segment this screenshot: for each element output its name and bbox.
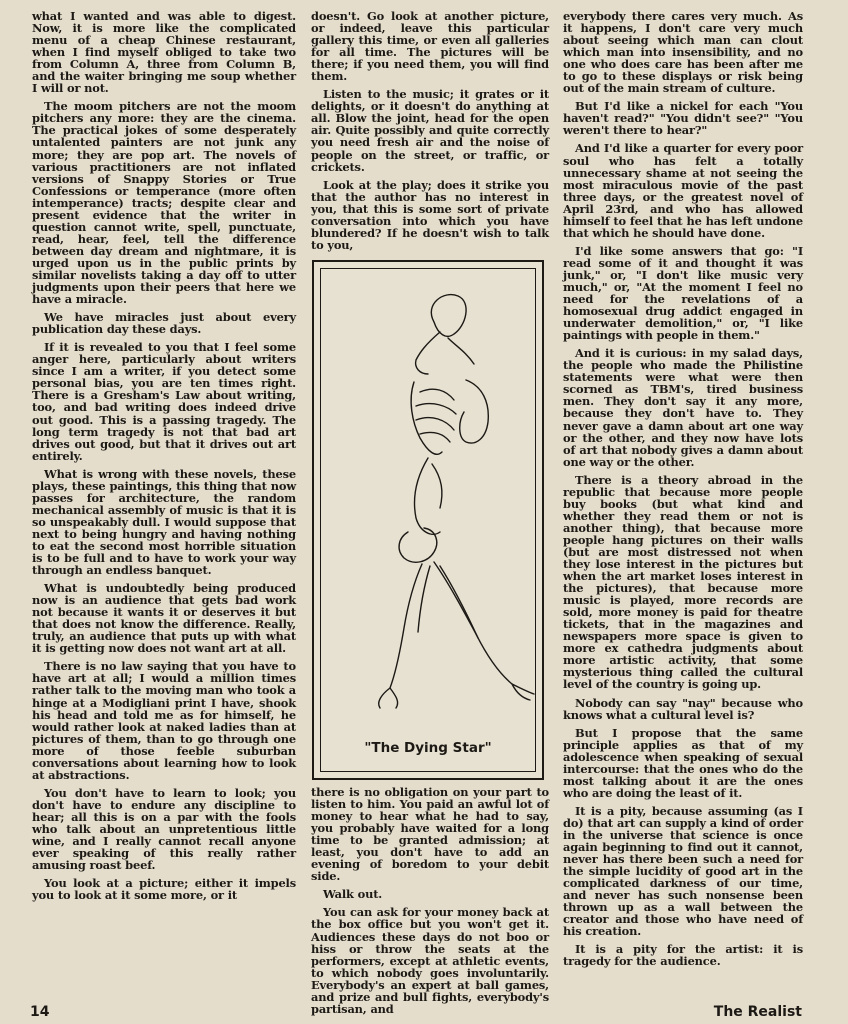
dying-star-skeleton-drawing — [316, 282, 544, 722]
column-3 — [563, 10, 803, 974]
paragraph: If it is revealed to you that I feel some anger here, particularly about writers since I am a writer, if you detect some personal bias, you are ten times right. There is a Gresham's Law about writing, too, and bad writing does indeed drive out good. This is a passing tragedy. The long term tragedy is not that bad art drives out good, but that it drives out art entirely. — [32, 340, 296, 463]
paragraph: It is a pity, because assuming (as I do) that art can supply a kind of order in the universe that science is once again beginning to find out it cannot, never has there been such a need for the simple lucidity of good art in the complicated darkness of our time, and never has such nonsense been thrown up as a wall between the creator and those who have need of his creation. — [563, 803, 803, 939]
column-1 — [32, 10, 296, 907]
paragraph: Walk out. — [323, 887, 383, 902]
magazine-name: The Realist — [713, 1004, 802, 1020]
paragraph: What is undoubtedly being produced now is an audience that gets bad work not because it wants it or deserves it but that does not know the difference. Really, truly, an audience that puts up with what it is getting now does not want art at all. — [32, 581, 296, 656]
paragraph: We have miracles just about every publication day these days. — [32, 310, 296, 337]
paragraph: There is no law saying that you have to have art at all; I would a million times rather talk to the moving man who took a hinge at a Modigliani print I have, shook his head and told me as for himself, he would rather look at naked ladies than at pictures of them, than to go through one more of those feeble suburban conversations about learning how to look at abstractions. — [32, 659, 296, 782]
paragraph: The moom pitchers are not the moom pitchers any more: they are the cinema. The practical jokes of some desperately untalented painters are not junk any more; they are pop art. The novels of various practitioners are not inflated versions of Snappy Stories or True Confessions or temperance (more often intemperance) tracts; despite clear and present evidence that the writer in question cannot write, spell, punctuate, read, hear, feel, tell the difference between day dream and nightmare, it is urged upon us in the public prints by similar novelists taking a day off to utter judgments upon their peers that here we have a miracle. — [32, 99, 296, 307]
paragraph: there is no obligation on your part to listen to him. You paid an awful lot of money to hear what he had to say, you probably have waited for a long time to be granted admission; at least, you don't have to add an evening of boredom to your debit side. — [311, 785, 549, 884]
paragraph: You can ask for your money back at the box office but you won't get it. Audiences these days do not boo or hiss or throw the seats at the performers, except at athletic events, to which nobody goes involuntarily. Everybody's an expert at ball games, and prize and bull fights, everybody's partisan, and — [311, 905, 549, 1016]
paragraph: You don't have to learn to look; you don't have to endure any discipline to hear; all this is on a par with the fools who talk about an unpretentious little wine, and I really cannot recall anyone ever speaking of this really rather amusing roast beef. — [32, 785, 296, 873]
illustration-frame — [312, 260, 544, 780]
paragraph: But I propose that the same principle applies as that of my adolescence when speaking of sexual intercourse: that the ones who do the most talking about it are the ones who are doing the least of it. — [563, 725, 803, 800]
paragraph: You look at a picture; either it impels you to look at it some more, or it — [32, 876, 296, 903]
paragraph: There is a theory abroad in the republic that because more people buy books (but what kind and whether they read them or not is another thing), that because more people hang pictures on their walls (but are most distressed not when they lose interest in the pictures but when the art market loses interest in the pictures), that because more music is played, more records are sold, more money is paid for theatre tickets, that in the magazines and newspapers more space is given to more ex cathedra judgments about more artistic activity, that some mysterious thing called the cultural level of the country is going up. — [563, 472, 803, 692]
column-2-top — [311, 10, 549, 257]
paragraph: what I wanted and was able to digest. Now, it is more like the complicated menu of a cheap Chinese restaurant, when I find myself obliged to take two from Column A, three from Column B, and the waiter bringing me soup whether I will or not. — [32, 9, 296, 96]
paragraph: Look at the play; does it strike you that the author has no interest in you, that this is some sort of private conversation into which you have blundered? If he doesn't wish to talk to you, — [311, 177, 549, 252]
paragraph: And it is curious: in my salad days, the people who made the Philistine statements were what were then scorned as TBM's, tired business men. They don't say it any more, because they don't have to. They never gave a damn about art one way or the other, and they now have lots of art that nobody gives a damn about one way or the other. — [563, 346, 803, 469]
paragraph: But I'd like a nickel for each "You haven't read?" "You didn't see?" "You weren't there to hear?" — [563, 99, 803, 138]
paragraph: doesn't. Go look at another picture, or indeed, leave this particular gallery this time, or even all galleries for all time. The pictures will be there; if you need them, you will find them. — [311, 9, 549, 84]
column-2-bottom — [311, 786, 549, 1021]
paragraph: It is a pity for the artist: it is tragedy for the audience. — [563, 942, 803, 969]
paragraph: I'd like some answers that go: "I read some of it and thought it was junk," or, "I don't like music very much," or, "At the moment I feel no need for the revelations of a homosexual drug addict engaged in underwater demolition," or, "I like paintings with people in them." — [563, 243, 803, 343]
page-number: 14 — [30, 1004, 50, 1020]
paragraph: And I'd like a quarter for every poor soul who has felt a totally unnecessary shame at not seeing the most miraculous movie of the past three days, or the greatest novel of April 23rd, and who has allowed himself to feel that he has left undone that which he should have done. — [563, 141, 803, 240]
paragraph: What is wrong with these novels, these plays, these paintings, this thing that now passes for architecture, the random mechanical assembly of music is that it is so unspeakably dull. I would suppose that next to being hungry and having nothing to eat the second most horrible situation is to be full and to have to work your way through an endless banquet. — [32, 466, 296, 578]
illustration-caption: "The Dying Star" — [364, 740, 492, 756]
paragraph: everybody there cares very much. As it happens, I don't care very much about seeing which man can clout which man into insensibility, and no one who does care has been after me to go to these displays or risk being out of the main stream of culture. — [563, 9, 803, 96]
paragraph: Nobody can say "nay" because who knows what a cultural level is? — [563, 695, 803, 722]
paragraph: Listen to the music; it grates or it delights, or it doesn't do anything at all. Blow the joint, head for the open air. Quite possibly and quite correctly you need fresh air and the noise of people on the street, or traffic, or crickets. — [311, 87, 549, 174]
